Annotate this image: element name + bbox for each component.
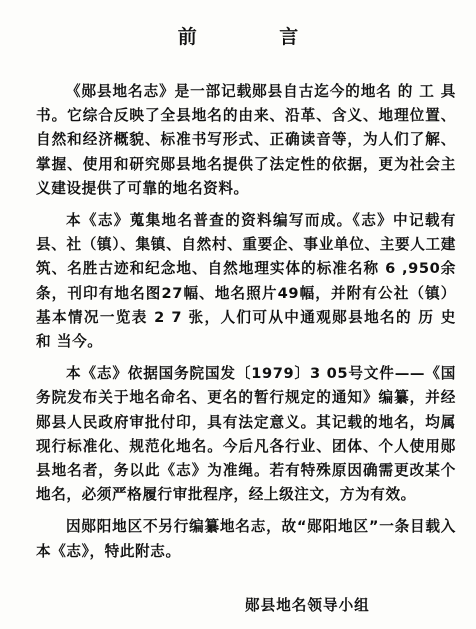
page-title: 前 言: [177, 26, 337, 48]
paragraph-4: 因郧阳地区不另行编纂地名志，故“郧阳地区”一条目载入本《志》，特此附志。: [36, 518, 456, 560]
preface-body: [36, 80, 456, 572]
paragraph-2: 本《志》蒐集地名普查的资料编写而成。《志》中记载有县、社（镇）、集镇、自然村、重要企、事业单位、主要人工建筑、名胜古迹和纪念地、自然地理实体的标准名称 6 ,950余条，刊印有地名图27幅、地名照片49幅，并附有公社（镇）基本情况一览表 2 7 张，人们可从中通观郧县地名的 历 史 和 当今。: [36, 212, 456, 351]
paragraph-3: 本《志》依据国务院国发〔1979〕3 05号文件——《国务院发布关于地名命名、更名的暂行规定的通知》编纂，并经郧县人民政府审批付印，具有法定意义。其记载的地名，均属现行标准化、规范化地名。今后凡各行业、团体、个人使用郧县地名者，务以此《志》为准绳。若有特殊原因确需更改某个地名，必须严格履行审批程序，经上级注文，方为有效。: [36, 365, 456, 504]
signature: 郧县地名领导小组: [245, 597, 370, 614]
paragraph-1: 《郧县地名志》是一部记载郧县自古迄今的地名 的 工 具书。它综合反映了全县地名的由来、沿革、含义、地理位置、自然和经济概貌、标准书写形式、正确读音等，为人们了解、掌握、使用和研究郧县地名提供了法定性的依据，更为社会主义建设提供了可靠的地名资料。: [36, 83, 456, 197]
